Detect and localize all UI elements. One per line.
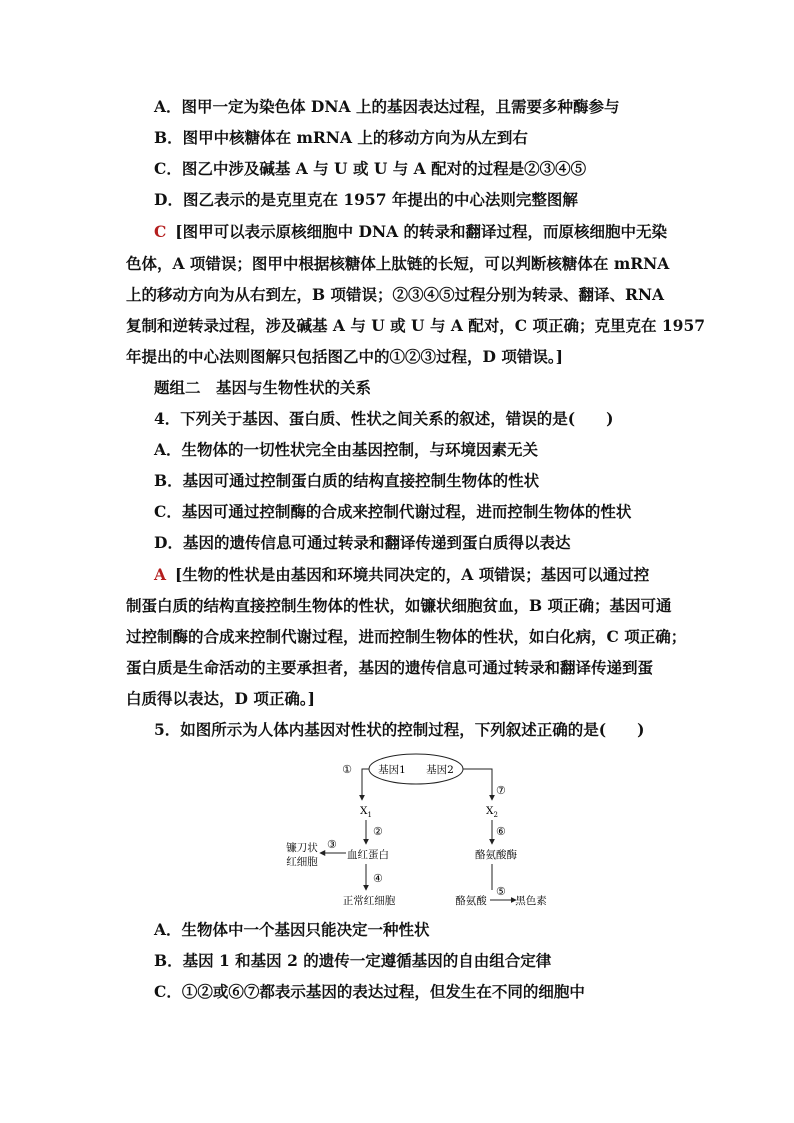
q4-explanation-text: [生物的性状是由基因和环境共同决定的，A 项错误；基因可以通过控 xyxy=(174,565,650,584)
q3-option-d: D．图乙表示的是克里克在 1957 年提出的中心法则完整图解 xyxy=(154,190,578,209)
q4-option-a: A．生物体的一切性状完全由基因控制，与环境因素无关 xyxy=(154,440,539,459)
x1-label: $X_1$ xyxy=(360,805,372,819)
arrow-step-7 xyxy=(463,769,492,800)
step-4-label: ④ xyxy=(373,872,383,885)
sickle-cell-label-1: 镰刀状 xyxy=(286,842,318,854)
normal-rbc-label: 正常红细胞 xyxy=(342,895,396,907)
gene-1-label: 基因1 xyxy=(378,764,406,776)
q3-answer-letter: C xyxy=(154,222,167,241)
q4-answer-letter: A xyxy=(154,565,167,584)
q3-explanation-line-2: 色体，A 项错误；图甲中根据核糖体上肽链的长短，可以判断核糖体在 mRNA xyxy=(126,254,670,273)
q5-stem: 5．如图所示为人体内基因对性状的控制过程，下列叙述正确的是( ) xyxy=(154,720,645,739)
step-1-label: ① xyxy=(342,763,352,776)
hemoglobin-label: 血红蛋白 xyxy=(347,849,389,861)
group-2-heading: 题组二 基因与生物性状的关系 xyxy=(154,378,372,397)
q3-explanation-text: [图甲可以表示原核细胞中 DNA 的转录和翻译过程，而原核细胞中无染 xyxy=(175,222,668,241)
q4-explanation-line-5: 白质得以表达，D 项正确。] xyxy=(126,689,315,708)
arrow-step-1 xyxy=(362,769,369,800)
q4-explanation-line-2: 制蛋白质的结构直接控制生物体的性状，如镰状细胞贫血，B 项正确；基因可通 xyxy=(126,596,672,615)
q3-explanation-line-3: 上的移动方向为从右到左，B 项错误；②③④⑤过程分别为转录、翻译、RNA xyxy=(126,285,665,304)
q5-option-a: A．生物体中一个基因只能决定一种性状 xyxy=(154,920,430,939)
x2-label: $X_2$ xyxy=(486,805,498,819)
q4-explanation-line-3: 过控制酶的合成来控制代谢过程，进而控制生物体的性状，如白化病，C 项正确； xyxy=(126,627,687,646)
melanin-label: 黑色素 xyxy=(515,895,547,907)
q3-explanation-line-4: 复制和逆转录过程，涉及碱基 A 与 U 或 U 与 A 配对，C 项正确；克里克在 1957 xyxy=(126,316,706,335)
tyrosinase-label: 酪氨酸酶 xyxy=(475,849,517,861)
q3-option-a: A．图甲一定为染色体 DNA 上的基因表达过程，且需要多种酶参与 xyxy=(154,97,620,116)
q4-explanation-line-4: 蛋白质是生命活动的主要承担者，基因的遗传信息可通过转录和翻译传递到蛋 xyxy=(126,658,654,677)
q4-option-b: B．基因可通过控制蛋白质的结构直接控制生物体的性状 xyxy=(154,471,540,490)
q3-option-c: C．图乙中涉及碱基 A 与 U 或 U 与 A 配对的过程是②③④⑤ xyxy=(154,159,587,178)
step-3-label: ③ xyxy=(327,838,337,851)
tyrosine-label: 酪氨酸 xyxy=(455,895,487,907)
q5-option-b: B．基因 1 和基因 2 的遗传一定遵循基因的自由组合定律 xyxy=(154,951,552,970)
step-7-label: ⑦ xyxy=(496,784,506,797)
q4-option-d: D．基因的遗传信息可通过转录和翻译传递到蛋白质得以表达 xyxy=(154,533,571,552)
gene-2-label: 基因2 xyxy=(426,764,454,776)
q5-option-c: C．①②或⑥⑦都表示基因的表达过程，但发生在不同的细胞中 xyxy=(154,982,585,1001)
sickle-cell-label-2: 红细胞 xyxy=(286,856,318,868)
q4-explanation-line-1 xyxy=(154,565,649,585)
step-2-label: ② xyxy=(373,825,383,838)
step-5-label: ⑤ xyxy=(496,885,506,898)
q3-explanation-line-5: 年提出的中心法则图解只包括图乙中的①②③过程，D 项错误。] xyxy=(126,347,563,366)
q4-option-c: C．基因可通过控制酶的合成来控制代谢过程，进而控制生物体的性状 xyxy=(154,502,632,521)
step-6-label: ⑥ xyxy=(496,825,506,838)
gene-control-diagram xyxy=(280,752,550,912)
q4-stem: 4．下列关于基因、蛋白质、性状之间关系的叙述，错误的是( ) xyxy=(154,409,614,428)
q3-option-b: B．图甲中核糖体在 mRNA 上的移动方向为从左到右 xyxy=(154,128,528,147)
q3-explanation-line-1 xyxy=(154,222,667,242)
